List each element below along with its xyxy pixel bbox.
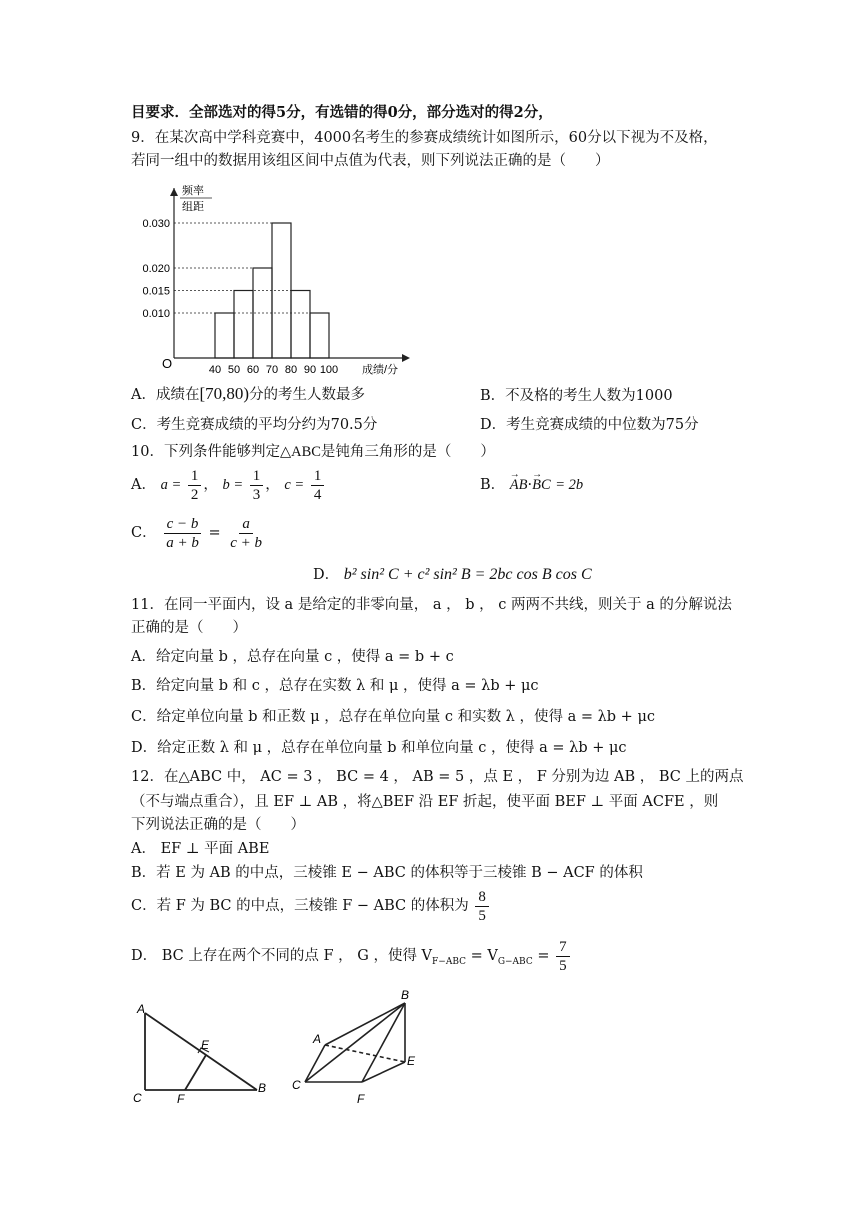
histogram-bar (291, 291, 310, 359)
q10-option-c-label: C． (131, 525, 157, 541)
q10-stem (131, 441, 495, 463)
label-f: F (177, 1092, 185, 1105)
q10-option-a-label: A． (131, 477, 156, 493)
frac-num: 1 (250, 467, 264, 486)
y-axis-label-bottom: 组距 (182, 201, 204, 213)
q12-option-a: A． EF ⊥ 平面 ABE (131, 841, 270, 857)
q9-option-a-interval: [70,80) (199, 384, 250, 403)
frac-den: a + b (166, 534, 199, 551)
q10-c-frac2 (227, 515, 265, 552)
label-e2: E (407, 1054, 416, 1068)
q10-stem-triangle: △ABC (279, 444, 321, 460)
frac-num: 1 (311, 467, 325, 486)
q10-stem-suffix: 是钝角三角形的是（ ） (320, 444, 495, 460)
frac-num: 8 (475, 888, 489, 907)
x-axis-arrow (402, 354, 410, 362)
frac-num: c − b (164, 515, 202, 534)
q10-c-frac1 (163, 515, 202, 552)
frac-den: 5 (559, 957, 567, 974)
q10-option-c: C． $\frac{c - b}{a + b}$ = $\frac{a}{c + b}$ (131, 513, 267, 553)
frac-num: 1 (188, 467, 202, 486)
q9-option-c: C．考生竞赛成绩的平均分约为70.5分 (131, 417, 378, 433)
vector-ab: → AB (510, 474, 528, 496)
q10-stem-prefix: 10．下列条件能够判定 (131, 444, 280, 460)
q10-a-frac1 (188, 467, 202, 504)
label-e: E (201, 1038, 210, 1052)
frac-num: 7 (556, 938, 570, 957)
frac-den: c + b (230, 534, 262, 551)
q9-stem-line1: 9．在某次高中学科竞赛中，4000名考生的参赛成绩统计如图所示，60分以下视为不及格， (131, 130, 718, 146)
q12-option-d-eq: = (532, 948, 550, 964)
y-axis-label-top: 频率 (182, 185, 204, 197)
x-tick-label: 70 (265, 364, 279, 376)
label-f2: F (357, 1092, 365, 1105)
q12-option-d-frac (556, 938, 570, 975)
frac-num: a (239, 515, 253, 534)
histogram-bar (215, 313, 234, 358)
x-tick-label: 50 (227, 364, 241, 376)
q10-option-d-expr: b² sin² C + c² sin² B = 2bc cos B cos C (343, 566, 592, 583)
q12-stem-line1: 12．在△ABC 中， AC = 3 ， BC = 4 ， AB = 5 ，点 E ， F 分别为边 AB ， BC 上的两点 (131, 769, 744, 785)
edge-ca (305, 1045, 325, 1082)
q12-option-d (131, 936, 572, 982)
q10-a-frac3 (311, 467, 325, 504)
q9-option-a-suffix: 分的考生人数最多 (249, 387, 366, 403)
q12-option-d-prefix: D． BC 上存在两个不同的点 F ， G ，使得 V (131, 948, 433, 964)
q10-option-b-label: B． (480, 477, 506, 493)
y-tick-label: 0.015 (142, 285, 170, 298)
q12-stem-line2: （不与端点重合），且 EF ⊥ AB ，将△BEF 沿 EF 折起，使平面 BEF ⊥ 平面 ACFE ，则 (131, 794, 719, 810)
q10-option-d (313, 564, 592, 586)
q10-option-b-expr: = 2b (555, 477, 584, 493)
label-b2: B (401, 988, 410, 1002)
q11-option-a: A．给定向量 b ，总存在向量 c ，使得 a = b + c (131, 649, 454, 665)
hidden-edge-ae (325, 1045, 405, 1062)
label-c2: C (292, 1078, 301, 1092)
label-a: A (137, 1002, 146, 1016)
segment-ef (185, 1055, 206, 1090)
section-header: 目要求．全部选对的得5分，有选错的得0分，部分选对的得2分， (131, 104, 553, 121)
comma: ， (203, 477, 218, 493)
histogram-chart (140, 176, 410, 376)
vector-bc: → BC (532, 474, 551, 496)
q10-b-var: b = (222, 477, 244, 493)
q10-c-var: c = (284, 477, 305, 493)
frac-den: 3 (252, 486, 261, 503)
q9-stem-line2: 若同一组中的数据用该组区间中点值为代表，则下列说法正确的是（ ） (131, 153, 610, 169)
q11-option-c: C．给定单位向量 b 和正数 μ ，总存在单位向量 c 和实数 λ ，使得 a = λb + μc (131, 709, 655, 725)
label-a2: A (313, 1032, 322, 1046)
y-axis-arrow (170, 188, 178, 196)
q10-a-frac2 (250, 467, 264, 504)
x-tick-label: 60 (246, 364, 260, 376)
y-tick-label: 0.020 (142, 263, 170, 275)
x-tick-label: 100 (319, 364, 339, 376)
q12-option-c-frac (475, 888, 489, 925)
x-tick-label: 80 (284, 364, 298, 376)
histogram-bar (310, 313, 329, 358)
q11-stem-line2: 正确的是（ ） (131, 620, 247, 636)
label-c: C (133, 1091, 142, 1105)
label-b: B (258, 1081, 267, 1095)
q12-option-c (131, 886, 491, 926)
origin-label: O (162, 356, 173, 371)
y-tick-label: 0.030 (142, 218, 170, 230)
q10-a-var: a = (160, 477, 182, 493)
x-tick-label: 40 (208, 364, 222, 376)
q12-option-b: B．若 E 为 AB 的中点，三棱锥 E − ABC 的体积等于三棱锥 B − ACF 的体积 (131, 865, 643, 881)
q12-stem-line3: 下列说法正确的是（ ） (131, 817, 305, 833)
x-tick-label: 90 (303, 364, 317, 376)
edge-fe (362, 1062, 405, 1082)
frac-den: 4 (313, 486, 322, 503)
frac-den: 5 (478, 907, 486, 924)
q9-option-a-prefix: A．成绩在 (131, 387, 200, 403)
q11-option-b: B．给定向量 b 和 c ，总存在实数 λ 和 μ ，使得 a = λb + μc (131, 678, 539, 694)
histogram-bar (234, 291, 253, 359)
q9-option-d: D．考生竞赛成绩的中位数为75分 (480, 417, 699, 433)
q11-option-d: D．给定正数 λ 和 μ ，总存在单位向量 b 和单位向量 c ，使得 a = λb + μc (131, 740, 627, 756)
q12-option-d-sub2: G−ABC (497, 956, 533, 967)
comma: ， (265, 477, 280, 493)
q10-option-d-label: D． (313, 567, 340, 583)
q12-option-d-sub1: F−ABC (432, 956, 466, 967)
q11-stem-line1: 11．在同一平面内，设 a 是给定的非零向量， a ， b ， c 两两不共线，则关于 a 的分解说法 (131, 597, 732, 613)
q12-option-d-mid: = V (465, 948, 498, 964)
frac-den: 2 (190, 486, 199, 503)
q9-option-b: B．不及格的考生人数为1000 (480, 388, 673, 404)
y-tick-label: 0.010 (142, 308, 170, 320)
q10-option-b: B． → AB·→ BC = 2b (480, 474, 583, 496)
q10-option-a (131, 465, 326, 505)
geometry-figures (125, 985, 425, 1105)
q9-option-a (131, 383, 365, 406)
x-axis-label: 成绩/分 (362, 364, 399, 376)
q12-option-c-prefix: C．若 F 为 BC 的中点，三棱锥 F − ABC 的体积为 (131, 898, 469, 914)
